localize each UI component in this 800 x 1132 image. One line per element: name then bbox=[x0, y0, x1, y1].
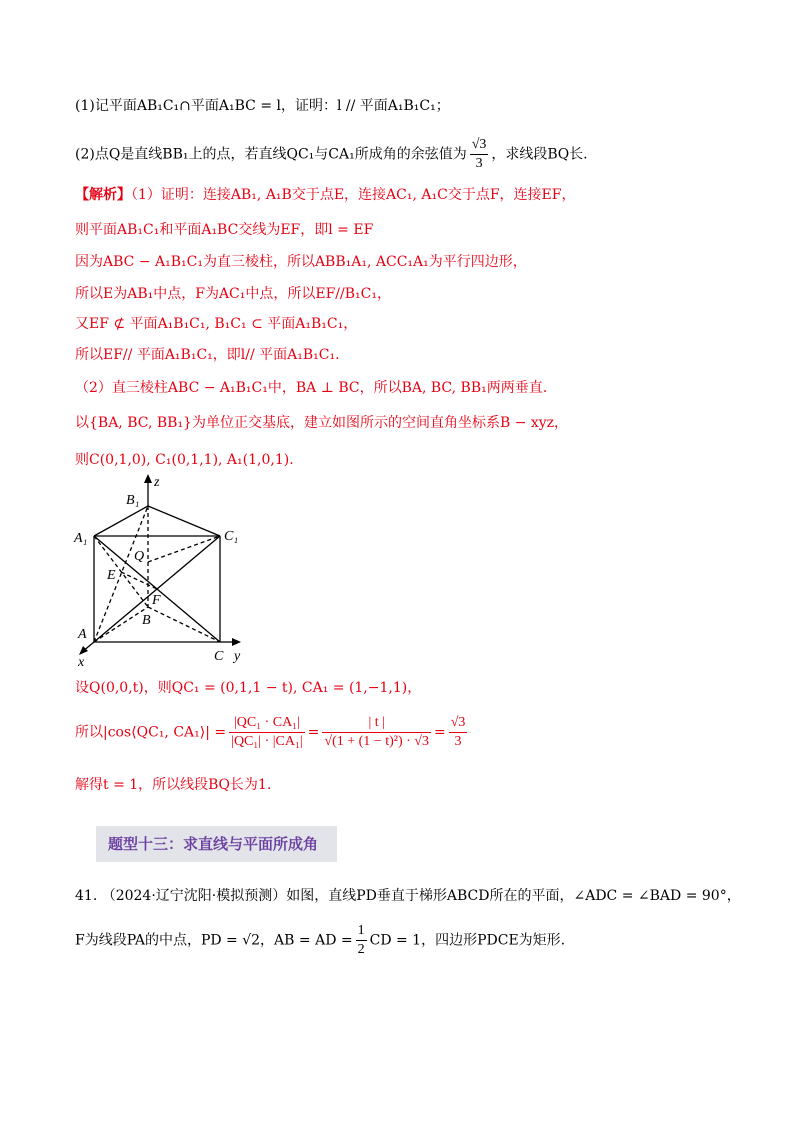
equals-sign: = bbox=[433, 724, 446, 741]
fraction-numerator: | t | bbox=[322, 714, 431, 733]
q41-line-2 bbox=[75, 922, 565, 959]
problem-part1: (1)记平面AB₁C₁∩平面A₁BC = l，证明：l // 平面A₁B₁C₁； bbox=[75, 98, 450, 114]
solution-line-11 bbox=[75, 714, 470, 751]
half-fraction bbox=[356, 922, 367, 959]
solution-line-2: 则平面AB₁C₁和平面A₁BC交线为EF，即l = EF bbox=[75, 222, 374, 238]
edge-A1-B1 bbox=[94, 506, 148, 536]
solution-line-6: 所以EF// 平面A₁B₁C₁，即l// 平面A₁B₁C₁. bbox=[75, 347, 340, 363]
q41-text-a: F为线段PA的中点，PD = √2，AB = AD = bbox=[75, 932, 353, 949]
fraction-numerator: |QC₁ · CA₁| bbox=[229, 714, 305, 733]
section-banner bbox=[96, 826, 337, 862]
problem-part2 bbox=[75, 136, 588, 173]
solution-line-7: （2）直三棱柱ABC − A₁B₁C₁中，BA ⊥ BC，所以BA, BC, BB₁两两垂直. bbox=[75, 380, 548, 396]
fraction-t-expression bbox=[322, 714, 431, 751]
label-C1: C₁ bbox=[224, 529, 239, 544]
label-x: x bbox=[78, 655, 85, 670]
problem-part2-text-a: (2)点Q是直线BB₁上的点，若直线QC₁与CA₁所成角的余弦值为 bbox=[75, 146, 467, 163]
label-F: F bbox=[152, 593, 161, 608]
solution-text: （1）证明：连接AB₁, A₁B交于点E，连接AC₁, A₁C交于点F，连接EF， bbox=[131, 187, 576, 203]
label-B1: B₁ bbox=[126, 493, 140, 508]
solution-line-1 bbox=[75, 185, 575, 205]
fraction-numerator: 1 bbox=[356, 922, 367, 941]
cosine-value-fraction bbox=[470, 136, 489, 173]
edge-B1-C1 bbox=[148, 506, 220, 536]
segment-Q-C1 bbox=[148, 536, 220, 562]
solution-line-9: 则C(0,1,0), C₁(0,1,1), A₁(1,0,1). bbox=[75, 452, 294, 468]
fraction-denominator: √(1 + (1 − t)²) · √3 bbox=[324, 734, 429, 749]
equals-sign: = bbox=[307, 724, 320, 741]
label-A1: A₁ bbox=[74, 531, 88, 546]
label-Q: Q bbox=[134, 549, 145, 564]
label-A: A bbox=[78, 627, 87, 642]
z-arrow bbox=[144, 474, 152, 483]
edge-A-B bbox=[94, 607, 148, 642]
solution-line-10: 设Q(0,0,t)，则QC₁ = (0,1,1 − t), CA₁ = (1,−1,1)， bbox=[75, 680, 422, 696]
cos-expression-label: 所以|cos⟨QC₁, CA₁⟩| = bbox=[75, 724, 227, 741]
section-title: 题型十三：求直线与平面所成角 bbox=[108, 835, 319, 853]
fraction-denominator: 3 bbox=[475, 156, 483, 171]
solution-line-3: 因为ABC − A₁B₁C₁为直三棱柱，所以ABB₁A₁, ACC₁A₁为平行四边形， bbox=[75, 254, 527, 270]
fraction-result bbox=[449, 714, 468, 751]
label-B: B bbox=[142, 613, 151, 628]
solution-tag: 【解析】 bbox=[75, 187, 131, 203]
fraction-dot-product bbox=[229, 714, 305, 751]
fraction-denominator: 3 bbox=[454, 734, 462, 749]
fraction-denominator: |QC₁| · |CA₁| bbox=[231, 734, 303, 749]
y-arrow bbox=[232, 638, 241, 646]
q41-text-b: CD = 1，四边形PDCE为矩形. bbox=[369, 932, 566, 949]
diag-A1-B bbox=[94, 536, 148, 607]
q41-line-1: 41. （2024·辽宁沈阳·模拟预测）如图，直线PD垂直于梯形ABCD所在的平面，∠ADC = ∠BAD = 90°， bbox=[75, 888, 741, 904]
fraction-numerator: √3 bbox=[470, 136, 489, 155]
solution-line-5: 又EF ⊄ 平面A₁B₁C₁, B₁C₁ ⊂ 平面A₁B₁C₁， bbox=[75, 316, 358, 332]
solution-line-12: 解得t = 1，所以线段BQ长为1. bbox=[75, 777, 272, 793]
label-E: E bbox=[107, 568, 116, 583]
label-z: z bbox=[154, 475, 160, 490]
prism-figure bbox=[70, 472, 270, 672]
fraction-numerator: √3 bbox=[449, 714, 468, 733]
fraction-denominator: 2 bbox=[357, 942, 365, 957]
solution-line-4: 所以E为AB₁中点，F为AC₁中点，所以EF//B₁C₁， bbox=[75, 286, 391, 302]
label-y: y bbox=[234, 649, 241, 664]
problem-part2-text-b: ，求线段BQ长. bbox=[491, 146, 588, 163]
solution-line-8: 以{BA, BC, BB₁}为单位正交基底，建立如图所示的空间直角坐标系B − xyz， bbox=[75, 415, 569, 431]
label-C: C bbox=[214, 649, 224, 664]
